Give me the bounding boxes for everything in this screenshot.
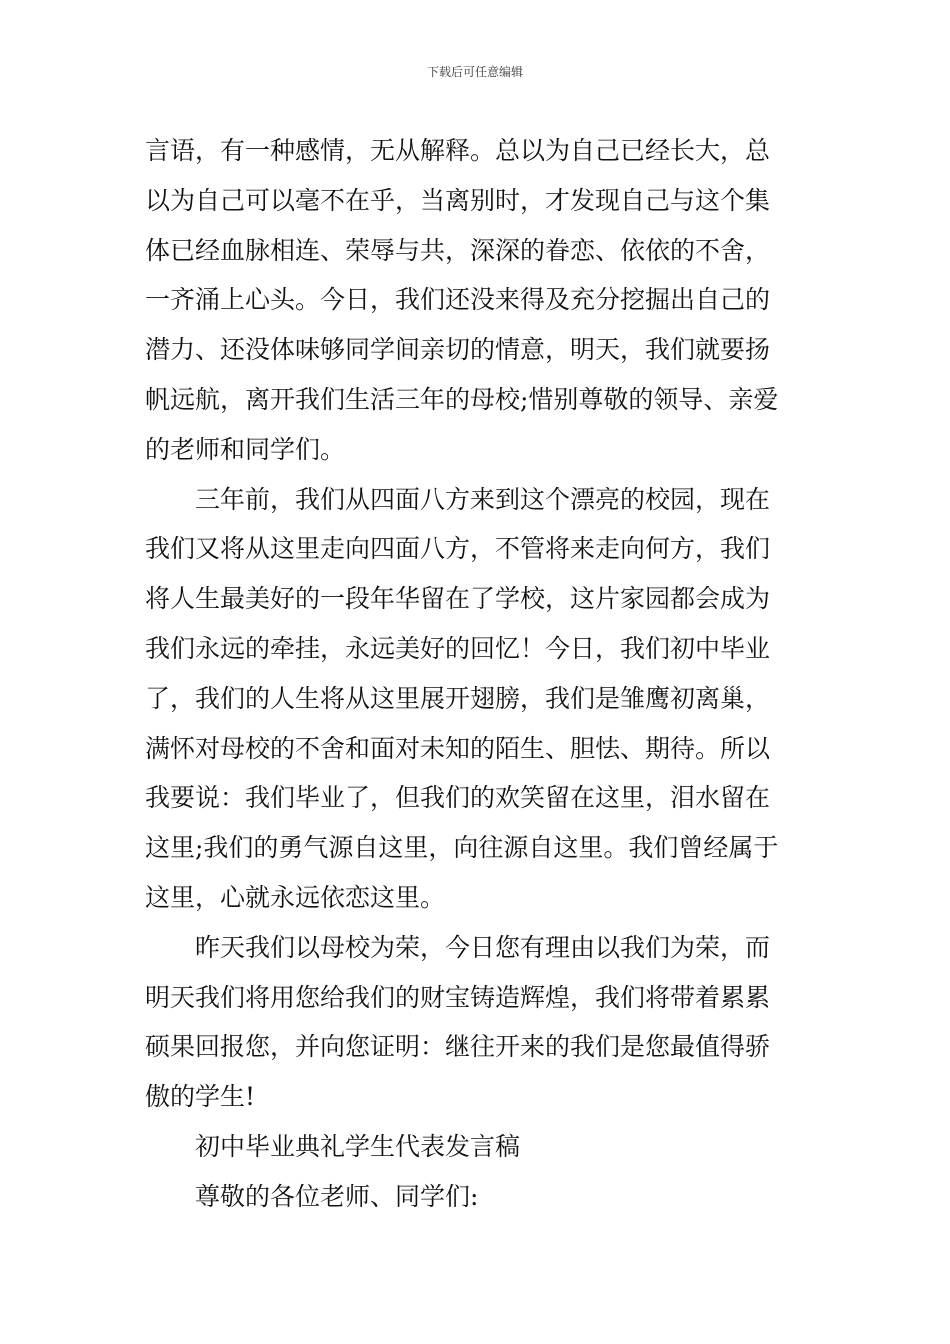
- text-line: 明天我们将用您给我们的财宝铸造辉煌，我们将带着累累: [145, 982, 771, 1012]
- text-line: 一齐涌上心头。今日，我们还没来得及充分挖掘出自己的: [145, 285, 771, 315]
- paragraph-first-line: 昨天我们以母校为荣，今日您有理由以我们为荣，而: [195, 932, 771, 962]
- salutation: 尊敬的各位老师、同学们:: [195, 1181, 479, 1211]
- text-line: 的老师和同学们。: [145, 434, 346, 464]
- text-line: 我要说：我们毕业了，但我们的欢笑留在这里，泪水留在: [145, 783, 771, 813]
- section-title: 初中毕业典礼学生代表发言稿: [195, 1131, 521, 1161]
- text-line: 我们永远的牵挂，永远美好的回忆！今日，我们初中毕业: [145, 633, 771, 663]
- text-line: 将人生最美好的一段年华留在了学校，这片家园都会成为: [145, 584, 771, 614]
- page-header-note: 下载后可任意编辑: [426, 65, 523, 79]
- text-line: 帆远航，离开我们生活三年的母校;惜别尊敬的领导、亲爱: [145, 384, 779, 414]
- text-line: 傲的学生!: [145, 1082, 256, 1112]
- text-line: 我们又将从这里走向四面八方，不管将来走向何方，我们: [145, 534, 771, 564]
- document-body: [145, 126, 810, 1222]
- text-line: 满怀对母校的不舍和面对未知的陌生、胆怯、期待。所以: [145, 733, 771, 763]
- text-line: 以为自己可以毫不在乎，当离别时，才发现自己与这个集: [145, 185, 771, 215]
- text-line: 了，我们的人生将从这里展开翅膀，我们是雏鹰初离巢，: [145, 683, 771, 713]
- paragraph-first-line: 三年前，我们从四面八方来到这个漂亮的校园，现在: [195, 484, 771, 514]
- text-line: 潜力、还没体味够同学间亲切的情意，明天，我们就要扬: [145, 335, 771, 365]
- text-line: 硕果回报您，并向您证明：继往开来的我们是您最值得骄: [145, 1032, 771, 1062]
- text-line: 这里，心就永远依恋这里。: [145, 882, 446, 912]
- text-line: 这里;我们的勇气源自这里，向往源自这里。我们曾经属于: [145, 833, 779, 863]
- text-line: 言语，有一种感情，无从解释。总以为自己已经长大，总: [145, 136, 771, 165]
- text-line: 体已经血脉相连、荣辱与共，深深的眷恋、依依的不舍，: [145, 235, 771, 265]
